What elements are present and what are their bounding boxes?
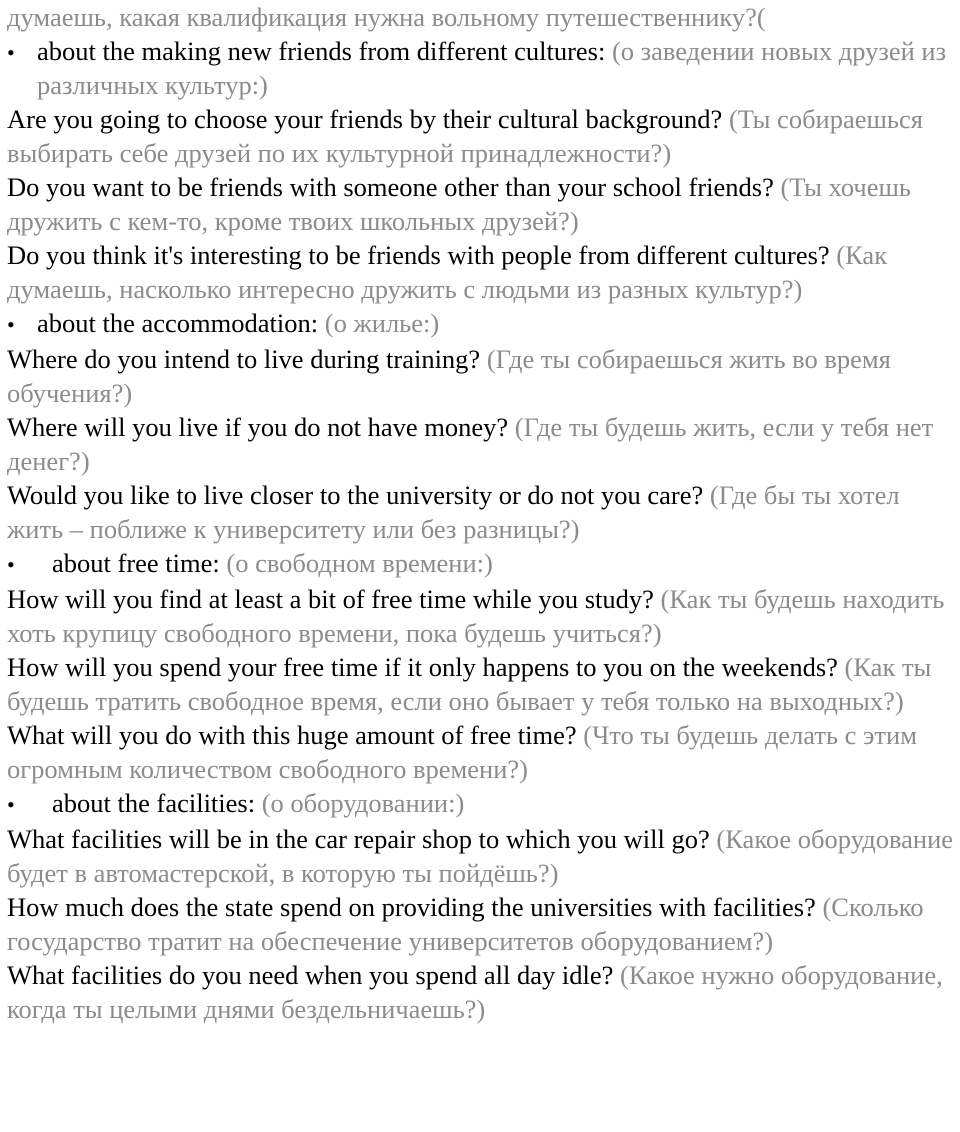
russian-translation: (Где ты будешь жить, если у тебя нет денег?) (7, 412, 934, 476)
english-text: Where do you intend to live during training? (7, 344, 481, 374)
bullet-icon: • (7, 792, 15, 817)
bullet-topic-line (7, 546, 960, 582)
russian-translation: думаешь, какая квалификация нужна вольному путешественнику?( (7, 2, 766, 32)
question-line (7, 410, 960, 478)
english-text: about free time: (52, 548, 220, 578)
russian-translation: (Что ты будешь делать с этим огромным количеством свободного времени?) (7, 720, 917, 784)
english-text: about the accommodation: (37, 308, 319, 338)
question-line (7, 718, 960, 786)
russian-translation: (Как ты будешь тратить свободное время, если оно бывает у тебя только на выходных?) (7, 652, 932, 716)
question-line (7, 958, 960, 1026)
english-text: about the making new friends from different cultures: (37, 36, 606, 66)
bullet-text (37, 34, 960, 102)
bullet-text (52, 546, 493, 580)
russian-translation: (Сколько государство тратит на обеспечение университетов оборудованием?) (7, 892, 924, 956)
bullet-icon: • (7, 40, 15, 65)
question-line (7, 170, 960, 238)
bullet-topic-line (7, 306, 960, 342)
english-text: What facilities do you need when you spend all day idle? (7, 960, 614, 990)
question-line (7, 890, 960, 958)
english-text: Where will you live if you do not have money? (7, 412, 509, 442)
question-line (7, 0, 960, 34)
english-text: How much does the state spend on providing the universities with facilities? (7, 892, 816, 922)
russian-translation: (Как ты будешь находить хоть крупицу свободного времени, пока будешь учиться?) (7, 584, 945, 648)
question-line (7, 478, 960, 546)
english-text: Would you like to live closer to the university or do not you care? (7, 480, 704, 510)
english-text: Are you going to choose your friends by their cultural background? (7, 104, 723, 134)
question-line (7, 342, 960, 410)
question-line (7, 238, 960, 306)
english-text: How will you spend your free time if it only happens to you on the weekends? (7, 652, 838, 682)
bullet-topic-line (7, 34, 960, 102)
russian-translation: (Где ты собираешься жить во время обучения?) (7, 344, 891, 408)
english-text: about the facilities: (52, 788, 256, 818)
bullet-topic-line (7, 786, 960, 822)
russian-translation: (о свободном времени:) (226, 548, 493, 578)
russian-translation: (Ты хочешь дружить с кем-то, кроме твоих школьных друзей?) (7, 172, 911, 236)
bullet-text (37, 306, 439, 340)
english-text: Do you want to be friends with someone other than your school friends? (7, 172, 774, 202)
russian-translation: (Где бы ты хотел жить – поближе к университету или без разницы?) (7, 480, 900, 544)
russian-translation: (Какое оборудование будет в автомастерской, в которую ты пойдёшь?) (7, 824, 954, 888)
english-text: What will you do with this huge amount of free time? (7, 720, 577, 750)
english-text: Do you think it's interesting to be friends with people from different cultures? (7, 240, 830, 270)
question-line (7, 582, 960, 650)
english-text: What facilities will be in the car repair shop to which you will go? (7, 824, 710, 854)
russian-translation: (Как думаешь, насколько интересно дружить с людьми из разных культур?) (7, 240, 888, 304)
bullet-text (52, 786, 464, 820)
english-text: How will you find at least a bit of free time while you study? (7, 584, 654, 614)
question-line (7, 822, 960, 890)
russian-translation: (Какое нужно оборудование, когда ты целыми днями бездельничаешь?) (7, 960, 943, 1024)
question-line (7, 102, 960, 170)
russian-translation: (о заведении новых друзей из различных культур:) (37, 36, 947, 100)
russian-translation: (о оборудовании:) (261, 788, 465, 818)
bullet-icon: • (7, 312, 15, 337)
question-line (7, 650, 960, 718)
bullet-icon: • (7, 552, 15, 577)
russian-translation: (Ты собираешься выбирать себе друзей по их культурной принадлежности?) (7, 104, 923, 168)
russian-translation: (о жилье:) (324, 308, 440, 338)
